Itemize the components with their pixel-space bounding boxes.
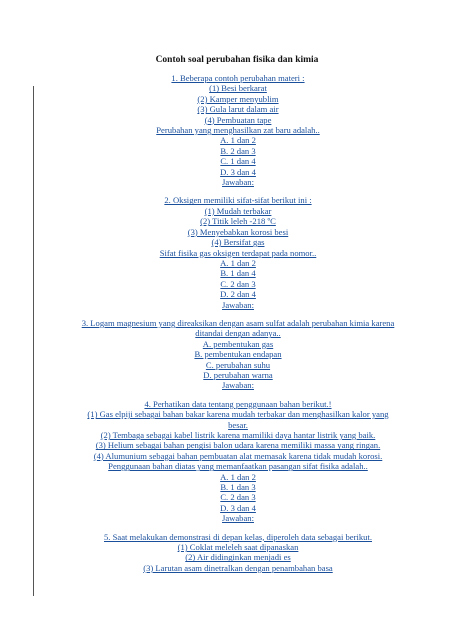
statement-item[interactable]: (2) Titik leleh -218 ºC xyxy=(200,216,276,227)
answer-option[interactable]: B. 1 dan 3 xyxy=(220,482,256,493)
answer-option[interactable]: C. 2 dan 3 xyxy=(220,492,256,503)
question-list xyxy=(40,73,436,581)
question-4 xyxy=(40,399,436,524)
statement-item[interactable]: (2) Air didinginkan menjadi es xyxy=(185,552,291,563)
question-2 xyxy=(40,195,436,309)
answer-option[interactable]: B. pembentukan endapan xyxy=(194,349,282,360)
statement-item[interactable]: (3) Gula larut dalam air xyxy=(197,104,279,115)
statement-item-continued[interactable]: besar. xyxy=(228,419,248,430)
question-text[interactable]: 4. Perhatikan data tentang penggunaan bahan berikut.! xyxy=(144,398,332,409)
answer-option[interactable]: D. perubahan warna xyxy=(203,369,273,380)
question-text[interactable]: 1. Beberapa contoh perubahan materi : xyxy=(171,73,305,83)
document-title: Contoh soal perubahan fisika dan kimia xyxy=(155,55,319,65)
answer-label[interactable]: Jawaban: xyxy=(222,380,254,391)
answer-option[interactable]: D. 3 dan 4 xyxy=(220,166,256,177)
left-margin-rule xyxy=(33,86,34,596)
answer-option[interactable]: D. 2 dan 4 xyxy=(220,289,256,300)
question-text-continued[interactable]: ditandai dengan adanya.. xyxy=(195,328,281,339)
statement-item[interactable]: (3) Menyebabkan korosi besi xyxy=(187,226,289,237)
statement-item[interactable]: (1) Coklat meleleh saat dipanaskan xyxy=(177,542,299,553)
answer-option[interactable]: A. 1 dan 2 xyxy=(220,135,256,146)
statement-item[interactable]: (1) Mudah terbakar xyxy=(204,205,272,216)
answer-option[interactable]: B. 1 dan 4 xyxy=(220,268,256,279)
statement-item[interactable]: (2) Kamper menyublim xyxy=(197,93,279,104)
answer-option[interactable]: B. 2 dan 3 xyxy=(220,145,256,156)
question-text[interactable]: 5. Saat melakukan demonstrasi di depan kelas, diperoleh data sebagai berikut. xyxy=(104,531,372,542)
statement-item[interactable]: (3) Helium sebagai bahan pengisi balon udara karena memiliki massa yang ringan. xyxy=(95,440,381,451)
statement-item[interactable]: (4) Pembuatan tape xyxy=(204,114,272,125)
question-prompt[interactable]: Perubahan yang menghasilkan zat baru adalah.. xyxy=(156,125,320,136)
question-3 xyxy=(40,318,436,391)
answer-option[interactable]: A. 1 dan 2 xyxy=(220,471,256,482)
statement-item[interactable]: (1) Besi berkarat xyxy=(209,83,267,94)
answer-label[interactable]: Jawaban: xyxy=(222,513,254,524)
question-1 xyxy=(40,73,436,187)
answer-label[interactable]: Jawaban: xyxy=(222,299,254,310)
answer-option[interactable]: C. 2 dan 3 xyxy=(220,278,256,289)
statement-item[interactable]: (4) Alumunium sebagai bahan pembuatan alat memasak karena tidak mudah korosi. xyxy=(93,450,383,461)
answer-option[interactable]: A. pembentukan gas xyxy=(202,338,274,349)
question-prompt[interactable]: Sifat fisika gas oksigen terdapat pada nomor.. xyxy=(159,247,317,258)
question-prompt[interactable]: Penggunaan bahan diatas yang memanfaatkan pasangan sifat fisika adalah.. xyxy=(108,461,368,472)
answer-option[interactable]: A. 1 dan 2 xyxy=(220,257,256,268)
question-5 xyxy=(40,532,436,574)
question-text[interactable]: 2. Oksigen memiliki sifat-sifat berikut ini : xyxy=(164,195,312,206)
statement-item[interactable]: (1) Gas elpiji sebagai bahan bakar karena mudah terbakar dan menghasilkan kalor yang xyxy=(87,409,389,420)
answer-label[interactable]: Jawaban: xyxy=(222,177,254,188)
answer-option[interactable]: C. 1 dan 4 xyxy=(220,156,256,167)
statement-item[interactable]: (2) Tembaga sebagai kabel listrik karena mamiliki daya hantar listrik yang baik. xyxy=(100,430,376,440)
statement-item[interactable]: (4) Bersifat gas xyxy=(211,237,265,248)
answer-option[interactable]: C. perubahan suhu xyxy=(205,359,271,370)
answer-option[interactable]: D. 3 dan 4 xyxy=(220,502,256,513)
question-text[interactable]: 3. Logam magnesium yang direaksikan dengan asam sulfat adalah perubahan kimia karena xyxy=(81,317,395,328)
statement-item[interactable]: (3) Larutan asam dinetralkan dengan penambahan basa xyxy=(143,562,333,573)
